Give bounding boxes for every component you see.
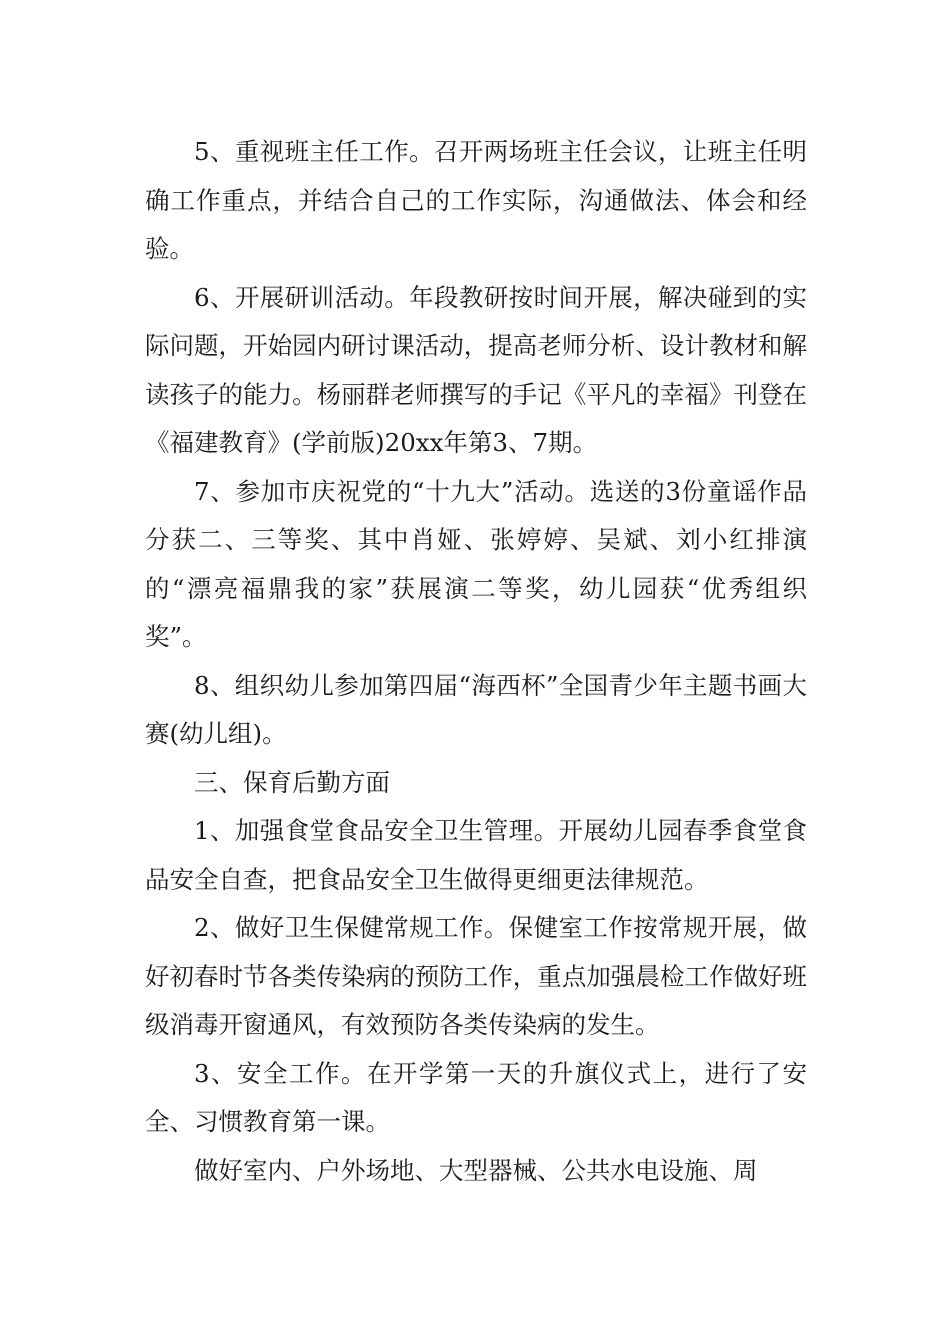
paragraph-party-congress-activity: 7、参加市庆祝党的“十九大”活动。选送的3份童谣作品分获二、三等奖、其中肖娅、张婷婷、吴斌、刘小红排演的“漂亮福鼎我的家”获展演二等奖，幼儿园获“优秀组织奖”。	[145, 476, 807, 651]
paragraph-canteen-safety: 1、加强食堂食品安全卫生管理。开展幼儿园春季食堂食品安全自查，把食品安全卫生做得更细更法律规范。	[145, 816, 807, 894]
paragraph-facilities-check: 做好室内、户外场地、大型器械、公共水电设施、周	[194, 1155, 758, 1185]
paragraph-class-teacher-work: 5、重视班主任工作。召开两场班主任会议，让班主任明确工作重点，并结合自己的工作实际，沟通做法、体会和经验。	[145, 137, 807, 263]
paragraph-health-care: 2、做好卫生保健常规工作。保健室工作按常规开展，做好初春时节各类传染病的预防工作，重点加强晨检工作做好班级消毒开窗通风，有效预防各类传染病的发生。	[145, 913, 807, 1039]
paragraph-safety-work: 3、安全工作。在开学第一天的升旗仪式上，进行了安全、习惯教育第一课。	[145, 1058, 807, 1136]
section-heading-logistics: 三、保育后勤方面	[194, 767, 390, 797]
paragraph-research-training: 6、开展研训活动。年段教研按时间开展，解决碰到的实际问题，开始园内研讨课活动，提高老师分析、设计教材和解读孩子的能力。杨丽群老师撰写的手记《平凡的幸福》刊登在《福建教育》(学前版)20xx年第3、7期。	[145, 282, 807, 457]
document-page	[145, 128, 807, 1195]
paragraph-haixi-cup-contest: 8、组织幼儿参加第四届“海西杯”全国青少年主题书画大赛(幼儿组)。	[145, 670, 807, 748]
